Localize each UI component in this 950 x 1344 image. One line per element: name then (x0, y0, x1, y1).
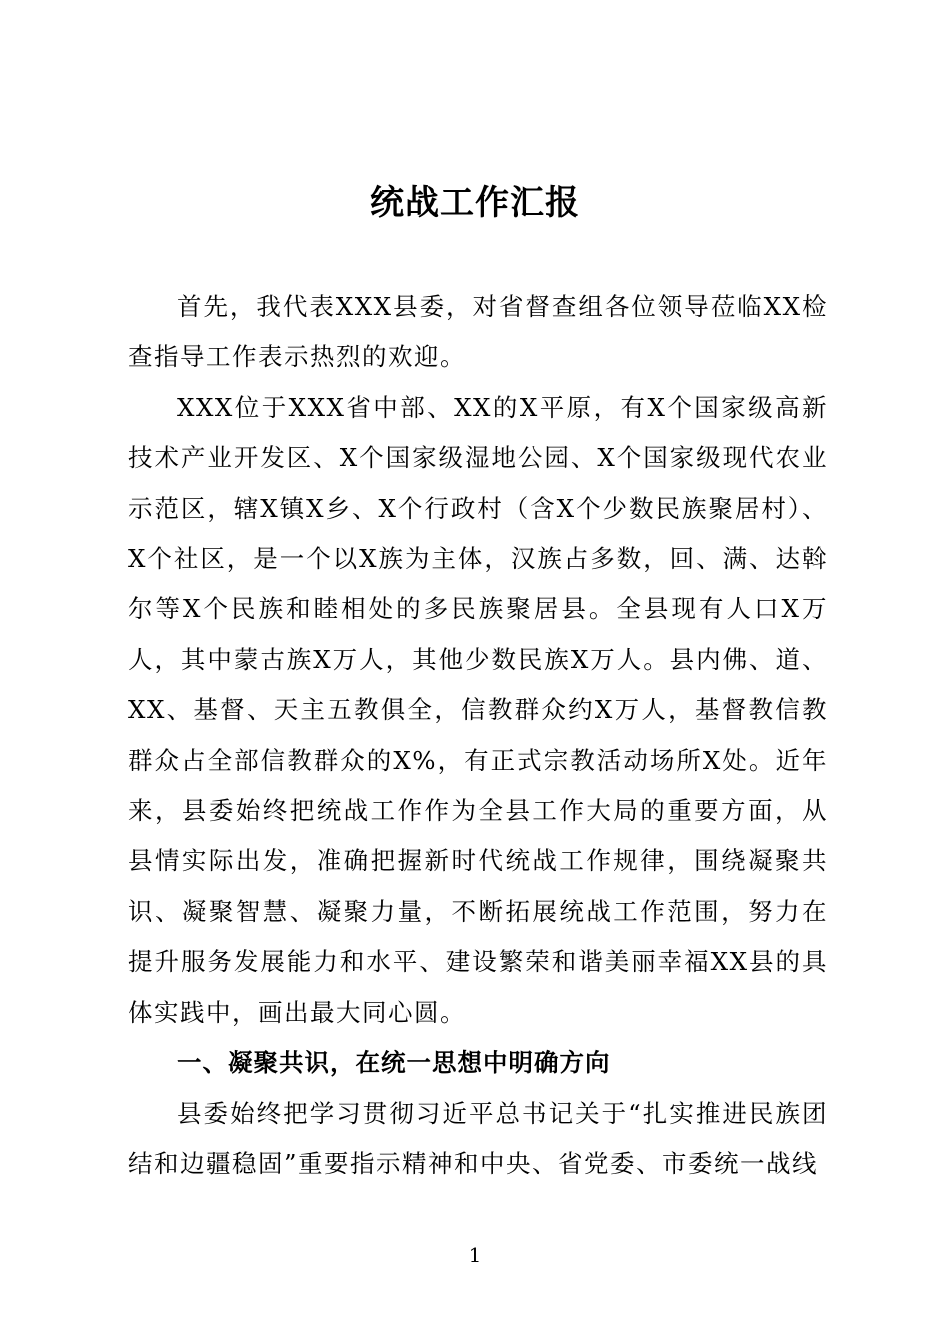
document-body (128, 282, 828, 1189)
document-title: 统战工作汇报 (370, 183, 580, 223)
section-heading: 一、凝聚共识，在统一思想中明确方向 (177, 1048, 611, 1078)
paragraph-overview: XXX位于XXX省中部、XX的X平原，有X个国家级高新技术产业开发区、X个国家级湿地公园、X个国家级现代农业示范区，辖X镇X乡、X个行政村（含X个少数民族聚居村）、X个社区，是一个以X族为主体，汉族占多数，回、满、达斡尔等X个民族和睦相处的多民族聚居县。全县现有人口X万人，其中蒙古族X万人，其他少数民族X万人。县内佛、道、XX、基督、天主五教俱全，信教群众约X万人，基督教信教群众占全部信教群众的X%，有正式宗教活动场所X处。近年来，县委始终把统战工作作为全县工作大局的重要方面，从县情实际出发，准确把握新时代统战工作规律，围绕凝聚共识、凝聚智慧、凝聚力量，不断拓展统战工作范围，努力在提升服务发展能力和水平、建设繁荣和谐美丽幸福XX县的具体实践中，画出最大同心圆。 (128, 392, 828, 1027)
paragraph-section-one: 县委始终把学习贯彻习近平总书记关于“扎实推进民族团结和边疆稳固”重要指示精神和中央、省党委、市委统一战线 (128, 1098, 828, 1178)
page-number: 1 (468, 1243, 482, 1267)
paragraph-welcome: 首先，我代表XXX县委，对省督查组各位领导莅临XX检查指导工作表示热烈的欢迎。 (128, 292, 828, 372)
